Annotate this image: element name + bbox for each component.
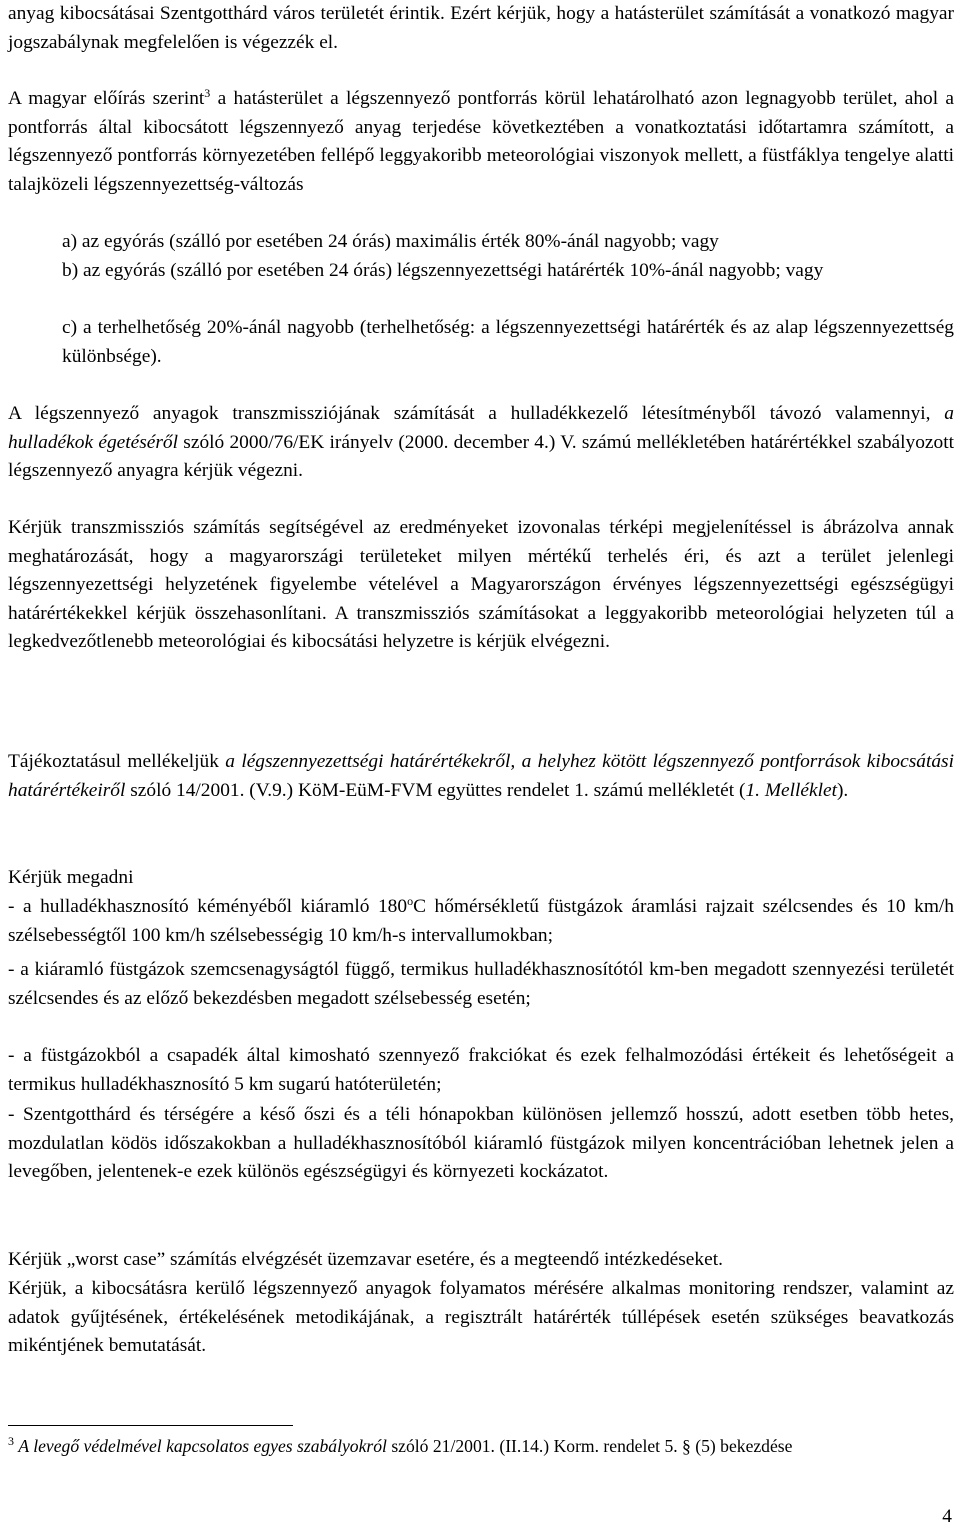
- paragraph-text: A légszennyező anyagok transzmissziójának számítását a hulladékkezelő létesítményből távozó valamennyi,: [8, 403, 945, 424]
- footnote-number: 3: [8, 1434, 14, 1448]
- list-item-b: [62, 257, 954, 286]
- request-item-2: [8, 956, 954, 1013]
- paragraph-text: ).: [836, 779, 849, 801]
- request-item-1: [8, 893, 954, 950]
- list-item-c: [62, 314, 954, 371]
- paragraph-text: A magyar előírás szerint: [8, 88, 205, 109]
- italic-text: 1. Melléklet: [745, 779, 837, 801]
- paragraph-text: Kérjük „worst case” számítás elvégzését üzemzavar esetére, és a megteendő intézkedéseket.: [8, 1249, 723, 1270]
- footnote-italic: A levegő védelmével kapcsolatos egyes szabályokról: [18, 1436, 387, 1456]
- footnote: [8, 1434, 954, 1458]
- paragraph-text: a hatásterület a légszennyező pontforrás körül lehatárolható azon legnagyobb terület, ahol a pontforrás által kibocsátott légszennyező anyag terjedése következtében a vonatkoztatási időtartamra számított, a légszennyező pontforrás környezetében fellépő leggyakoribb meteorológiai viszonyok mellett, a füstfáklya tengelye alatti talajközeli légszennyezettség-változás: [8, 88, 954, 195]
- request-item-3: [8, 1042, 954, 1099]
- footnote-text: szóló 21/2001. (II.14.) Korm. rendelet 5. § (5) bekezdése: [386, 1436, 793, 1456]
- italic-text: a hulladékok égetéséről: [8, 403, 954, 453]
- paragraph-attachment: [8, 748, 954, 805]
- paragraph-map-request: [8, 514, 954, 657]
- paragraph-text: - a hulladékhasznosító kéményéből kiáramló 180: [8, 896, 408, 917]
- paragraph-request-title: [8, 864, 954, 893]
- footnote-divider: [8, 1425, 293, 1426]
- list-item-text: c) a terhelhetőség 20%-ánál nagyobb (terhelhetőség: a légszennyezettségi határérték és az alap légszennyezettség különbsége).: [62, 317, 954, 367]
- paragraph-intro: [8, 0, 954, 57]
- paragraph-text: Kérjük transzmissziós számítás segítségével az eredményeket izovonalas térképi megjelenítéssel is ábrázolva annak meghatározását, hogy a magyarországi területeket milyen mértékű terhelés éri, és azt a terület jelenlegi légszennyezettségi helyzetének figyelembe vételével a Magyarországon érvényes légszennyezettségi egészségügyi határértékekkel kérjük összehasonlítani. A transzmissziós számításokat a leggyakoribb meteorológiai helyzeten túl a legkedvezőtlenebb meteorológiai és kibocsátási helyzetre is kérjük elvégezni.: [8, 517, 954, 653]
- paragraph-text: - a kiáramló füstgázok szemcsenagyságtól függő, termikus hulladékhasznosítótól km-ben megadott szennyezési területét szélcsendes és az előző bekezdésben megadott szélsebesség esetén;: [8, 959, 954, 1009]
- list-item-text: b) az egyórás (szálló por esetében 24 órás) légszennyezettségi határérték 10%-ánál nagyobb; vagy: [62, 260, 824, 281]
- paragraph-text: szóló 2000/76/EK irányelv (2000. december 4.) V. számú mellékletében határértékkel szabályozott légszennyező anyagra kérjük végezni.: [8, 431, 955, 482]
- paragraph-text: Kérjük megadni: [8, 867, 134, 888]
- paragraph-text: - Szentgotthárd és térségére a késő őszi és a téli hónapokban különösen jellemző hosszú, adott esetben több hetes, mozdulatlan ködös időszakokban a hulladékhasznosítóból kiáramló füstgázok milyen koncentrációban lehetnek jelen a levegőben, jelentenek-e ezek különös egészségügyi és környezeti kockázatot.: [8, 1104, 954, 1183]
- paragraph-text: - a füstgázokból a csapadék által kimosható szennyező frakciókat és ezek felhalmozódási értékeit és lehetőségeit a termikus hulladékhasznosító 5 km sugarú hatóterületén;: [8, 1045, 954, 1095]
- paragraph-text: szóló 14/2001. (V.9.) KöM-EüM-FVM együttes rendelet 1. számú mellékletét (: [125, 779, 746, 801]
- request-item-4: [8, 1101, 954, 1187]
- paragraph-text: anyag kibocsátásai Szentgotthárd város területét érintik. Ezért kérjük, hogy a hatásterület számítását a vonatkozó magyar jogszabálynak megfelelően is végezzék el.: [8, 3, 954, 53]
- paragraph-transmission: [8, 400, 954, 486]
- paragraph-worst-case: [8, 1246, 954, 1275]
- paragraph-monitoring: [8, 1275, 954, 1361]
- list-item-a: [62, 228, 954, 257]
- paragraph-text: Tájékoztatásul mellékeljük: [8, 751, 226, 772]
- italic-text: a légszennyezettségi határértékekről, a helyhez kötött légszennyező pontforrások kibocsátási határértékeiről: [8, 751, 954, 801]
- degree-sup: o: [407, 894, 414, 908]
- paragraph-text: Kérjük, a kibocsátásra kerülő légszennyező anyagok folyamatos mérésére alkalmas monitoring rendszer, valamint az adatok gyűjtésének, értékelésének metodikájának, a regisztrált határérték túllépések esetén szükséges beavatkozás mikéntjének bemutatását.: [8, 1278, 954, 1357]
- paragraph-text: C hőmérsékletű füstgázok áramlási rajzait szélcsendes és 10 km/h szélsebességtől 100 km/h szélsebességig 10 km/h-s intervallumokban;: [8, 896, 954, 946]
- footnote-ref: 3: [204, 86, 211, 100]
- paragraph-definition: [8, 85, 954, 199]
- page-number: 4: [942, 1506, 952, 1527]
- list-item-text: a) az egyórás (szálló por esetében 24 órás) maximális érték 80%-ánál nagyobb; vagy: [62, 231, 719, 252]
